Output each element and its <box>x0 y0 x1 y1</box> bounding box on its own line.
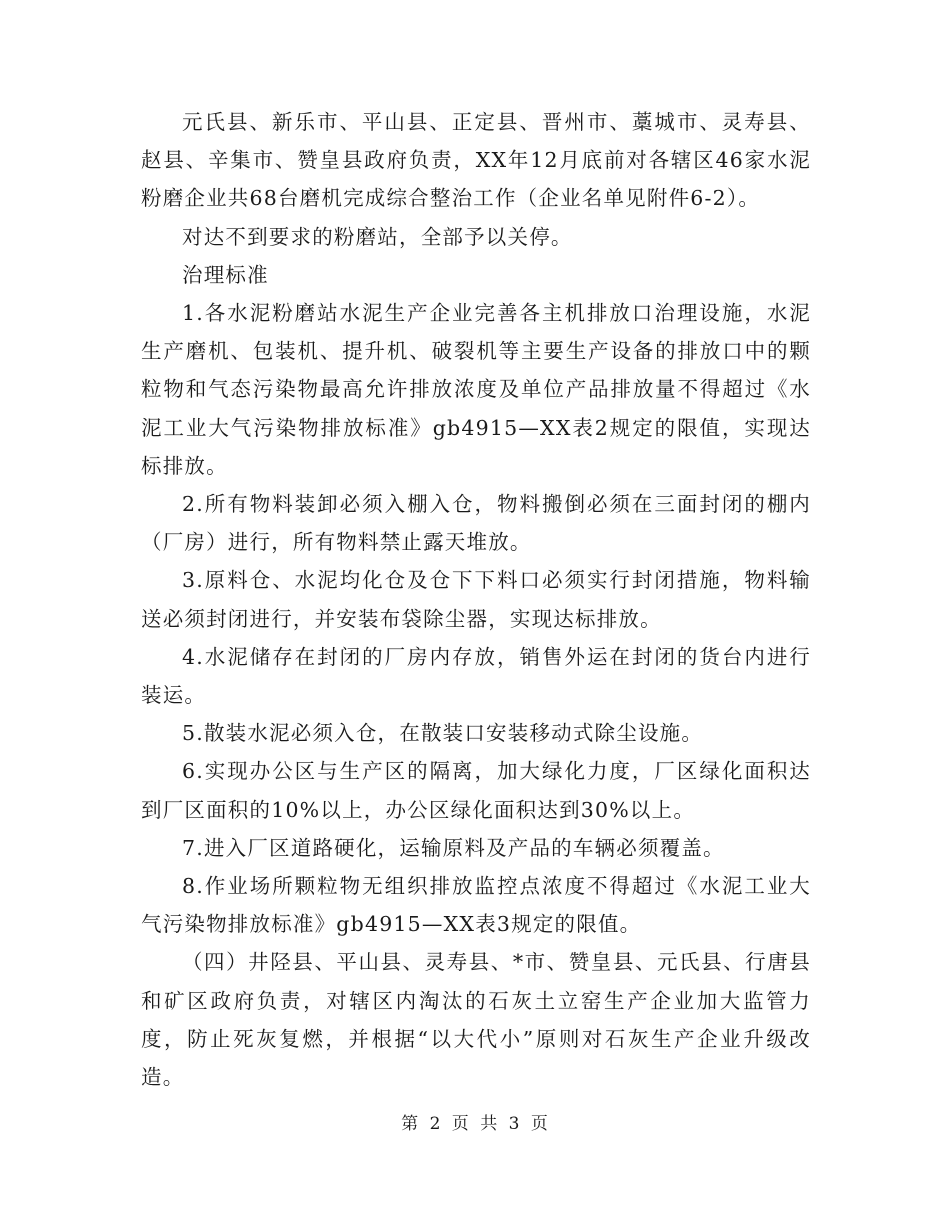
standard-item-3: 3.原料仓、水泥均化仓及仓下下料口必须实行封闭措施，物料输送必须封闭进行，并安装布袋除尘器，实现达标排放。 <box>141 568 811 631</box>
paragraph-shutdown: 对达不到要求的粉磨站，全部予以关停。 <box>182 224 573 249</box>
section-heading-standards: 治理标准 <box>182 262 269 287</box>
paragraph-county-responsibility: 元氏县、新乐市、平山县、正定县、晋州市、藁城市、灵寿县、赵县、辛集市、赞皇县政府负责，XX年12月底前对各辖区46家水泥粉磨企业共68台磨机完成综合整治工作（企业名单见附件6-2）。 <box>141 110 811 211</box>
standard-item-7: 7.进入厂区道路硬化，运输原料及产品的车辆必须覆盖。 <box>182 835 725 860</box>
standard-item-5: 5.散装水泥必须入仓，在散装口安装移动式除尘设施。 <box>182 721 704 746</box>
standard-item-6: 6.实现办公区与生产区的隔离，加大绿化力度，厂区绿化面积达到厂区面积的10%以上，办公区绿化面积达到30%以上。 <box>141 759 811 822</box>
page-number-footer: 第 2 页 共 3 页 <box>401 1114 549 1134</box>
standard-item-2: 2.所有物料装卸必须入棚入仓，物料搬倒必须在三面封闭的棚内（厂房）进行，所有物料禁止露天堆放。 <box>141 492 811 555</box>
standard-item-8: 8.作业场所颗粒物无组织排放监控点浓度不得超过《水泥工业大气污染物排放标准》gb4915—XX表3规定的限值。 <box>141 874 811 937</box>
standard-item-1: 1.各水泥粉磨站水泥生产企业完善各主机排放口治理设施，水泥生产磨机、包装机、提升机、破裂机等主要生产设备的排放口中的颗粒物和气态污染物最高允许排放浓度及单位产品排放量不得超过《水泥工业大气污染物排放标准》gb4915—XX表2规定的限值，实现达标排放。 <box>141 301 811 478</box>
standard-item-4: 4.水泥储存在封闭的厂房内存放，销售外运在封闭的货台内进行装运。 <box>141 644 811 708</box>
paragraph-section-four: （四）井陉县、平山县、灵寿县、*市、赞皇县、元氏县、行唐县和矿区政府负责，对辖区内淘汰的石灰土立窑生产企业加大监管力度，防止死灰复燃，并根据“以大代小”原则对石灰生产企业升级改造。 <box>141 950 811 1090</box>
document-body <box>141 103 811 1096</box>
